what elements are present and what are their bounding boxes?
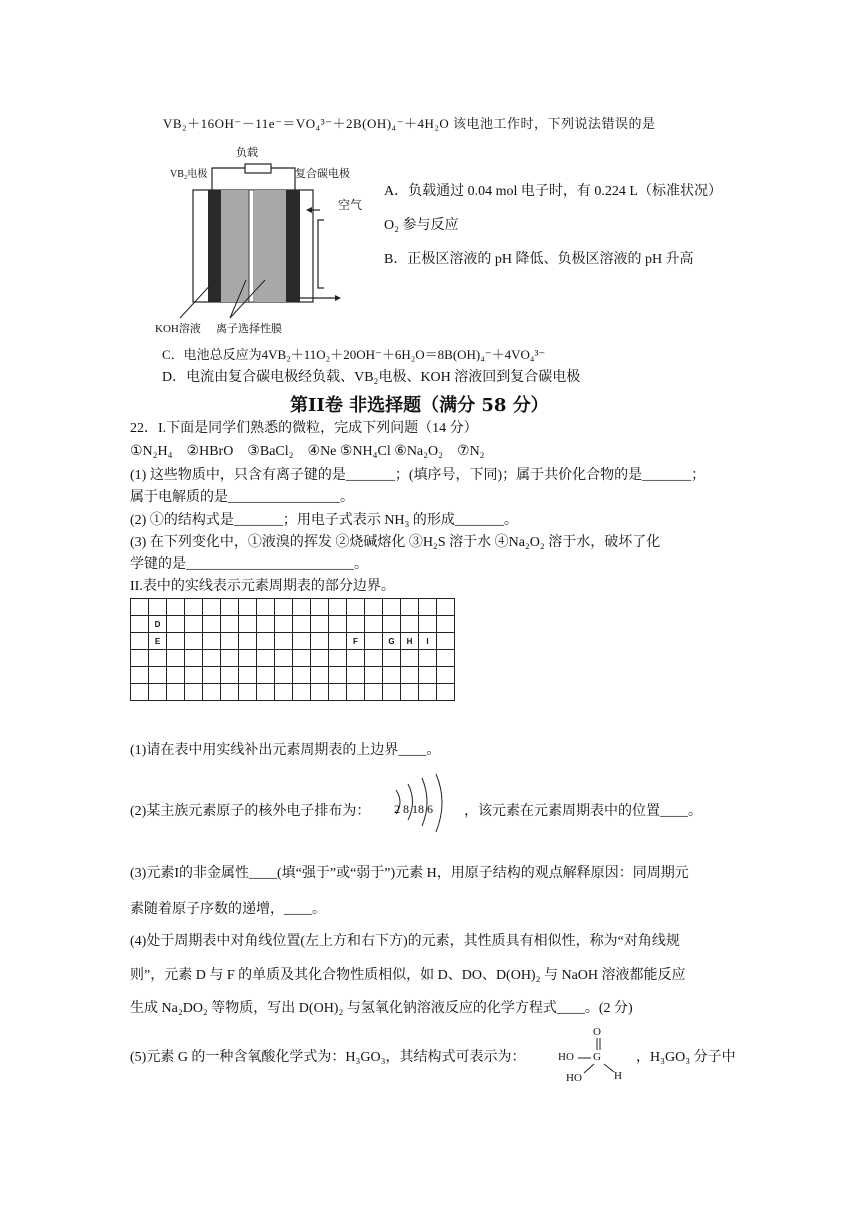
part2-q4-line1: (4)处于周期表中对角线位置(左上方和右下方)的元素，其性质具有相似性，称为“对角线规 — [130, 934, 680, 949]
vb2-electrode-label: VB₂电极 — [170, 169, 208, 180]
part2-q5-after: ，H₃GO₃ 分子中 — [636, 1050, 736, 1065]
part2-q1: (1)请在表中用实线补出元素周期表的上边界____。 — [130, 743, 441, 758]
option-a-line2: O₂ 参与反应 — [384, 218, 459, 233]
q22-intro: 22．I.下面是同学们熟悉的微粒，完成下列问题（14 分） — [130, 421, 478, 436]
membrane-label: 离子选择性膜 — [216, 323, 282, 335]
structure-o-top: O — [593, 1026, 601, 1038]
part2-q3-line2: 素随着原子序数的递增，____。 — [130, 902, 326, 917]
load-label: 负载 — [236, 147, 258, 159]
electron-shell-diagram — [384, 772, 464, 834]
structure-ho-bottom: HO — [566, 1072, 582, 1084]
battery-diagram — [150, 140, 370, 340]
table-row — [131, 633, 455, 650]
q22-particles: ①N₂H₄ ②HBrO ③BaCl₂ ④Ne ⑤NH₄Cl ⑥Na₂O₂ ⑦N₂ — [130, 444, 485, 459]
table-row — [131, 684, 455, 701]
table-row — [131, 650, 455, 667]
part2-q2-before: (2)某主族元素原子的核外电子排布为： — [130, 804, 371, 819]
q22-part1-line1: (1) 这些物质中，只含有离子键的是_______；(填序号，下同)；属于共价化合物的是_______； — [130, 468, 706, 483]
air-label: 空气 — [338, 198, 363, 212]
part2-intro: II.表中的实线表示元素周期表的部分边界。 — [130, 579, 395, 594]
option-d: D．电流由复合碳电极经负载、VB₂电极、KOH 溶液回到复合碳电极 — [162, 370, 581, 385]
carbon-electrode-label: 复合碳电极 — [295, 168, 350, 180]
koh-label: KOH溶液 — [155, 323, 201, 335]
section-title: 第II卷 非选择题（满分 58 分） — [290, 395, 549, 416]
element-h: H — [401, 633, 419, 650]
option-c: C．电池总反应为4VB₂＋11O₂＋20OH⁻＋6H₂O＝8B(OH)₄⁻＋4VO₄³⁻ — [162, 347, 546, 362]
top-equation: VB₂＋16OH⁻－11e⁻＝VO₄³⁻＋2B(OH)₄⁻＋4H₂O 该电池工作时，下列说法错误的是 — [163, 116, 656, 131]
structure-ho-left: HO — [558, 1051, 574, 1063]
q22-part3-line1: (3) 在下列变化中，①液溴的挥发 ②烧碱熔化 ③H₂S 溶于水 ④Na₂O₂ 溶于水，破坏了化 — [130, 535, 661, 550]
part2-q5-before: (5)元素 G 的一种含氧酸化学式为：H₃GO₃，其结构式可表示为： — [130, 1050, 526, 1065]
structure-formula — [556, 1026, 632, 1090]
element-f: F — [347, 633, 365, 650]
q22-part3-line2: 学键的是________________________。 — [130, 557, 368, 572]
part2-q4-line3: 生成 Na₂DO₂ 等物质，写出 D(OH)₂ 与氢氧化钠溶液反应的化学方程式____。(2 分) — [130, 1001, 633, 1016]
element-i: I — [419, 633, 437, 650]
element-e: E — [149, 633, 167, 650]
structure-g: G — [593, 1051, 601, 1063]
table-row — [131, 667, 455, 684]
table-row — [131, 599, 455, 616]
part2-q2-after: ，该元素在元素周期表中的位置____。 — [464, 804, 702, 819]
table-row — [131, 616, 455, 633]
electron-shell-values: 2 8 18 6 — [394, 802, 433, 816]
option-a-line1: A．负载通过 0.04 mol 电子时，有 0.224 L（标准状况） — [384, 184, 722, 199]
q22-part2: (2) ①的结构式是_______；用电子式表示 NH₃ 的形成_______。 — [130, 513, 518, 528]
periodic-table-grid — [130, 598, 455, 701]
part2-q4-line2: 则”，元素 D 与 F 的单质及其化合物性质相似，如 D、DO、D(OH)₂ 与 NaOH 溶液都能反应 — [130, 968, 686, 983]
element-d: D — [149, 616, 167, 633]
option-b: B．正极区溶液的 pH 降低、负极区溶液的 pH 升高 — [384, 252, 694, 267]
element-g: G — [383, 633, 401, 650]
part2-q3-line1: (3)元素I的非金属性____(填“强于”或“弱于”)元素 H，用原子结构的观点解释原因：同周期元 — [130, 866, 689, 881]
q22-part1-line2: 属于电解质的是________________。 — [130, 490, 354, 505]
structure-h-right: H — [614, 1070, 622, 1082]
